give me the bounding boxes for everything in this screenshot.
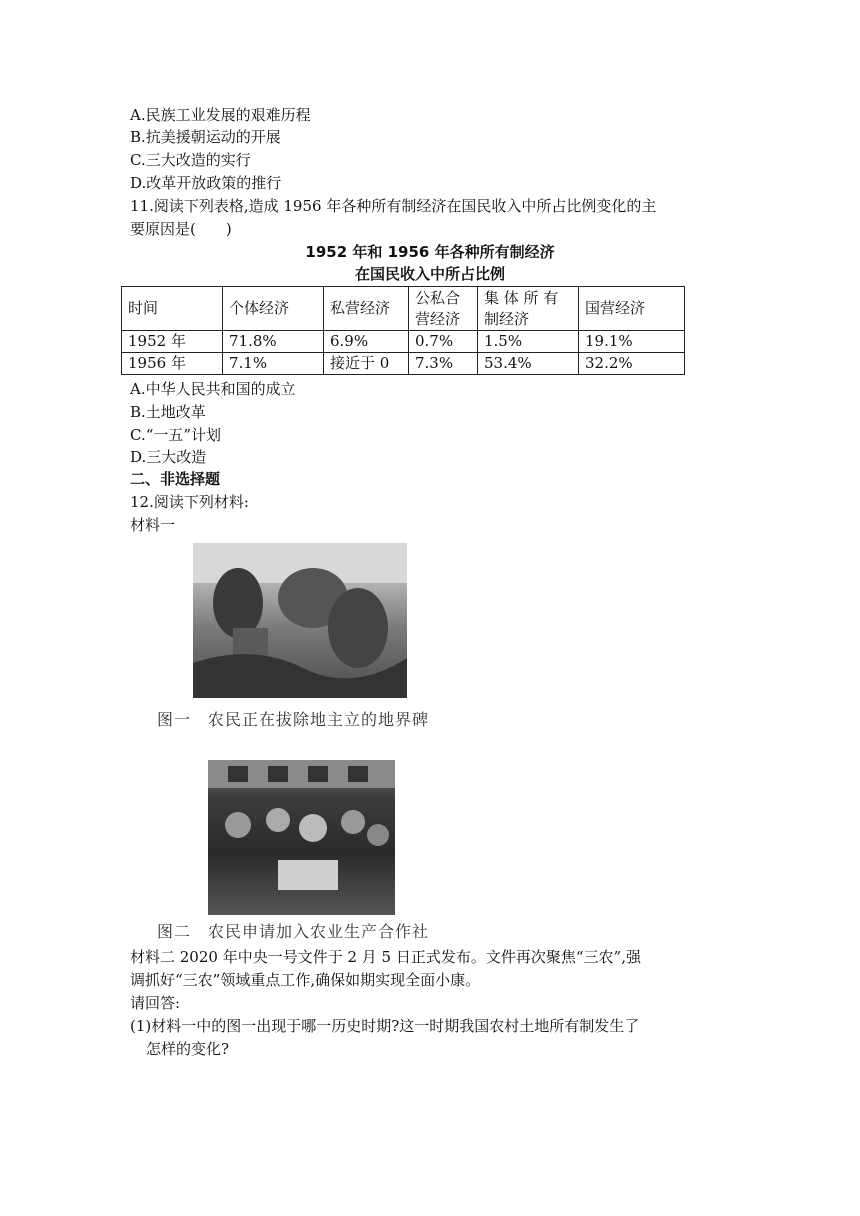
photo-farmers-removing-boundary-stone <box>193 543 407 698</box>
material2-line1: 材料二 2020 年中央一号文件于 2 月 5 日正式发布。文件再次聚焦“三农”,强 <box>130 948 641 966</box>
table-cell: 53.4% <box>478 353 579 375</box>
header-text: 营经济 <box>415 309 461 328</box>
table-cell: 6.9% <box>324 331 409 353</box>
q10-option-d: D.改革开放政策的推行 <box>130 174 282 192</box>
header-text: 公私合 <box>415 288 461 307</box>
header-cell-joint <box>409 287 478 331</box>
ownership-table <box>121 286 685 375</box>
table-cell: 0.7% <box>409 331 478 353</box>
material2-line2: 调抓好“三农”领域重点工作,确保如期实现全面小康。 <box>130 971 481 989</box>
table-cell: 接近于 0 <box>324 353 409 375</box>
header-cell-individual <box>223 287 324 331</box>
header-text: 制经济 <box>484 309 530 328</box>
table-title-line2: 在国民收入中所占比例 <box>354 265 505 283</box>
fig2-caption: 图二 农民申请加入农业生产合作社 <box>157 922 430 941</box>
q12-stem: 12.阅读下列材料: <box>130 493 249 511</box>
table-cell: 32.2% <box>579 353 685 375</box>
header-text: 私营经济 <box>330 299 391 317</box>
sub-question-1-line1: (1)材料一中的图一出现于哪一历史时期?这一时期我国农村土地所有制发生了 <box>130 1017 640 1035</box>
header-cell-private <box>324 287 409 331</box>
material1-label: 材料一 <box>130 516 176 534</box>
header-cell-state <box>579 287 685 331</box>
table-cell: 19.1% <box>579 331 685 353</box>
please-answer: 请回答: <box>130 994 181 1012</box>
q10-option-c: C.三大改造的实行 <box>130 151 251 169</box>
sub-question-1-line2: 怎样的变化? <box>146 1040 230 1058</box>
header-text: 个体经济 <box>229 299 290 317</box>
table-title-line1: 1952 年和 1956 年各种所有制经济 <box>305 243 555 261</box>
q11-stem-line2: 要原因是( ) <box>130 220 232 238</box>
table-cell: 1952 年 <box>122 331 223 353</box>
q10-option-a: A.民族工业发展的艰难历程 <box>130 106 311 124</box>
q11-option-c: C.“一五”计划 <box>130 426 222 444</box>
header-cell-collective <box>478 287 579 331</box>
q11-option-a: A.中华人民共和国的成立 <box>130 380 296 398</box>
section-heading: 二、非选择题 <box>130 470 221 488</box>
table-cell: 7.3% <box>409 353 478 375</box>
table-cell: 1.5% <box>478 331 579 353</box>
header-text: 集 体 所 有 <box>484 288 559 307</box>
table-cell: 71.8% <box>223 331 324 353</box>
table-cell: 1956 年 <box>122 353 223 375</box>
header-cell-time <box>122 287 223 331</box>
table-cell: 7.1% <box>223 353 324 375</box>
q11-option-d: D.三大改造 <box>130 448 207 466</box>
table-header-row <box>122 287 685 331</box>
q11-option-b: B.土地改革 <box>130 403 206 421</box>
table-row-1952 <box>122 331 685 353</box>
header-text: 时间 <box>128 299 159 317</box>
q11-stem-line1: 11.阅读下列表格,造成 1956 年各种所有制经济在国民收入中所占比例变化的主 <box>130 197 657 215</box>
photo-farmers-joining-cooperative <box>208 760 395 915</box>
table-row-1956 <box>122 353 685 375</box>
fig1-caption: 图一 农民正在拔除地主立的地界碑 <box>157 710 430 729</box>
header-text: 国营经济 <box>585 299 646 317</box>
q10-option-b: B.抗美援朝运动的开展 <box>130 128 281 146</box>
